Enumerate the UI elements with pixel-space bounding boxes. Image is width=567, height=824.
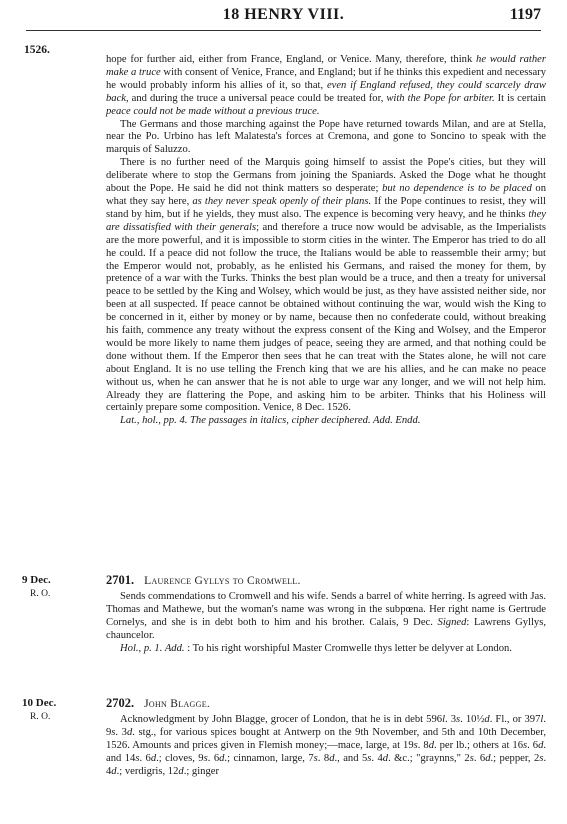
italic-text-run: d: [178, 765, 184, 777]
text-run: . 9: [106, 714, 546, 738]
text-run: and during the truce a universal peace could be treated for,: [128, 92, 387, 104]
text-run: . 3: [115, 726, 127, 738]
italic-text-run: s: [523, 739, 528, 751]
header-rule: [26, 30, 541, 31]
paragraph: [106, 591, 546, 643]
text-run: : Lawrens Gyllys, chauncelor.: [106, 616, 546, 641]
text-run: . 3: [445, 714, 457, 725]
entry-title: John Blagge.: [144, 698, 211, 710]
italic-text-run: Lat., hol., pp. 4. The passages in italics, cipher deciphered. Add. Endd.: [120, 415, 421, 427]
italic-text-run: but no dependence is to be placed: [382, 183, 532, 195]
document-note: [106, 415, 546, 428]
paragraph: [106, 714, 546, 779]
italic-text-run: d: [150, 752, 157, 764]
text-run: It is certain: [494, 92, 546, 104]
italic-text-run: d: [485, 752, 491, 764]
italic-text-run: d: [484, 714, 490, 725]
document-note: [106, 643, 546, 656]
text-run: . 8: [317, 752, 330, 764]
entry-title: Laurence Gyllys to Cromwell.: [144, 575, 301, 587]
italic-text-run: d: [428, 739, 434, 751]
margin-source-2701: R. O.: [30, 589, 51, 599]
italic-text-run: they are dissatisfied with their generals: [106, 208, 546, 233]
paragraph: [106, 157, 546, 415]
margin-source-2702: R. O.: [30, 712, 51, 722]
italic-text-run: s: [203, 752, 208, 764]
margin-date-2702: 10 Dec.: [22, 697, 57, 709]
italic-text-run: l: [540, 714, 544, 725]
text-run: . 6: [139, 752, 151, 764]
italic-text-run: Hol., p. 1. Add.: [120, 642, 185, 654]
page-number: 1197: [509, 6, 541, 23]
italic-text-run: s: [367, 752, 372, 764]
margin-year: 1526.: [24, 44, 50, 56]
text-run: on what they say here,: [106, 183, 547, 207]
italic-text-run: s: [111, 726, 116, 738]
margin-date-2701: 9 Dec.: [22, 574, 51, 586]
italic-text-run: d: [382, 752, 389, 764]
text-run: . Fl., or 397: [489, 714, 541, 725]
text-run: Sends commendations to Cromwell and his wife. Sends a barrel of white herring. Is agreed with Jas. Thomas and Mathewe, but the woman's name was wrong in the subpœna. Her right name is Gertrude Cornelys, and she is in debt both to him and his brother. Calais, 9 Dec.: [106, 591, 546, 628]
italic-text-run: d: [126, 726, 133, 738]
text-run: There is no further need of the Marquis going himself to assist the Pope's cities, but they will deliberate where to stop the Germans from joining the Spaniards. Asked the Doge what he thought about the Pope. He said he did not think matters so desperate;: [106, 157, 546, 195]
italic-text-run: d: [538, 739, 544, 751]
text-run: . per lb.; others at 16: [433, 739, 524, 751]
text-run: .; pepper, 2: [490, 752, 540, 764]
entry-2701-text: [106, 591, 546, 656]
text-run: .; cloves, 9: [156, 752, 204, 764]
text-run: The Germans and those marching against the Pope have returned towards Milan, and are at Stella, near the Po. Urbino has left Malatesta's forces at Cremona, and gone to Soncino to speak with the marquis of Saluzzo.: [106, 118, 546, 156]
text-run: .; verdigris, 12: [116, 765, 179, 777]
italic-text-run: s: [539, 752, 544, 764]
italic-text-run: peace could not be made without a previous truce.: [106, 105, 320, 117]
entry-continued-text: [106, 54, 546, 428]
paragraph: [106, 54, 546, 119]
italic-text-run: d: [219, 752, 225, 764]
text-run: If the Pope continues to resist, they will stand by him, but if he yields, they must also. The expence is becoming very heavy, and he thinks: [106, 195, 546, 220]
text-run: ; and therefore a truce now would be advisable, as the Imperialists are the more powerful, and it is impossible to storm cities in the winter. The Emperor has tried to do all he could. If a peace did not follow the truce, the Italians would be able to reassemble their army; but the Emperor would not, probably, as he enlisted his Germans, and raised the money for them, by pretence of a war with the Turks. Thinks the best plan would be a truce, and then a treaty for universal peace to be settled by the King and Wolsey, which would be just, as they have assisted neither side, nor been at all suspected. If peace cannot be obtained without continuing the war, would wish the King to be concerned in it, either by money or by name, because then no confederate could, without breaking his faith, commence any treaty without the express consent of the King and Wolsey, and the Emperor would be more likely to name them judges of peace, seeing they are armed, and that nothing could be done without them. If the Emperor then sees that he can treat with the States alone, he will not care about England. It is no use telling the French king that we are his allies, and he can make no peace without us, when he can answer that he is not able to urge war any longer, and we will not help him. Already they are flattering the Pope, and asking him to be arbiter. Thinks that his Holiness will certainly prepare some composition. Venice, 8 Dec. 1526.: [106, 221, 546, 414]
italic-text-run: l: [442, 714, 446, 725]
text-run: . 6: [207, 752, 220, 764]
italic-text-run: s: [456, 714, 461, 725]
italic-text-run: d: [111, 765, 117, 777]
text-run: . 4: [106, 752, 547, 777]
text-run: .; cinnamon, large, 7: [224, 752, 314, 764]
entry-heading-2701: [106, 573, 301, 588]
text-run: .; ginger: [183, 765, 219, 777]
text-run: . 10½: [460, 714, 485, 725]
text-run: with consent of Venice, France, and England; but if he thinks this expedient and necessary he would probably inform his allies of it, so that,: [106, 66, 546, 91]
italic-text-run: s: [469, 752, 474, 764]
text-run: Acknowledgment by John Blagge, grocer of London, that he is in debt 596: [120, 714, 443, 725]
entry-number: 2702.: [106, 696, 135, 710]
italic-text-run: he would rather make a truce: [106, 54, 546, 78]
running-header-title: 18 HENRY VIII.: [222, 6, 345, 23]
text-run: . &c.; "graynns," 2: [388, 752, 470, 764]
text-run: . 4: [371, 752, 383, 764]
text-run: . 6: [527, 739, 539, 751]
italic-text-run: s: [135, 752, 140, 764]
entry-2702-text: [106, 714, 546, 779]
entry-number: 2701.: [106, 573, 135, 587]
text-run: . 8: [417, 739, 429, 751]
text-run: : To his right worshipful Master Cromwelle thys letter be delyver at London.: [184, 642, 512, 654]
italic-text-run: s: [413, 739, 418, 751]
italic-text-run: s: [313, 752, 318, 764]
italic-text-run: even if England refused, they could scarcely draw back,: [106, 79, 546, 104]
italic-text-run: d: [329, 752, 335, 764]
text-run: ., and 5: [334, 752, 368, 764]
italic-text-run: Signed: [437, 616, 467, 628]
text-run: . stg., for various spices bought at Antwerp on the 9th November, and 5th and 10th December, 1526. Amounts and prices given in Flemish money;—mace, large, at 19: [106, 726, 547, 751]
text-run: hope for further aid, either from France, England, or Venice. Many, therefore, think: [106, 54, 477, 65]
text-run: . and 14: [106, 739, 547, 764]
italic-text-run: as they never speak openly of their plans.: [192, 195, 372, 207]
text-run: . 6: [473, 752, 486, 764]
paragraph: [106, 119, 546, 158]
italic-text-run: with the Pope for arbiter.: [386, 92, 495, 104]
entry-heading-2702: [106, 696, 210, 711]
